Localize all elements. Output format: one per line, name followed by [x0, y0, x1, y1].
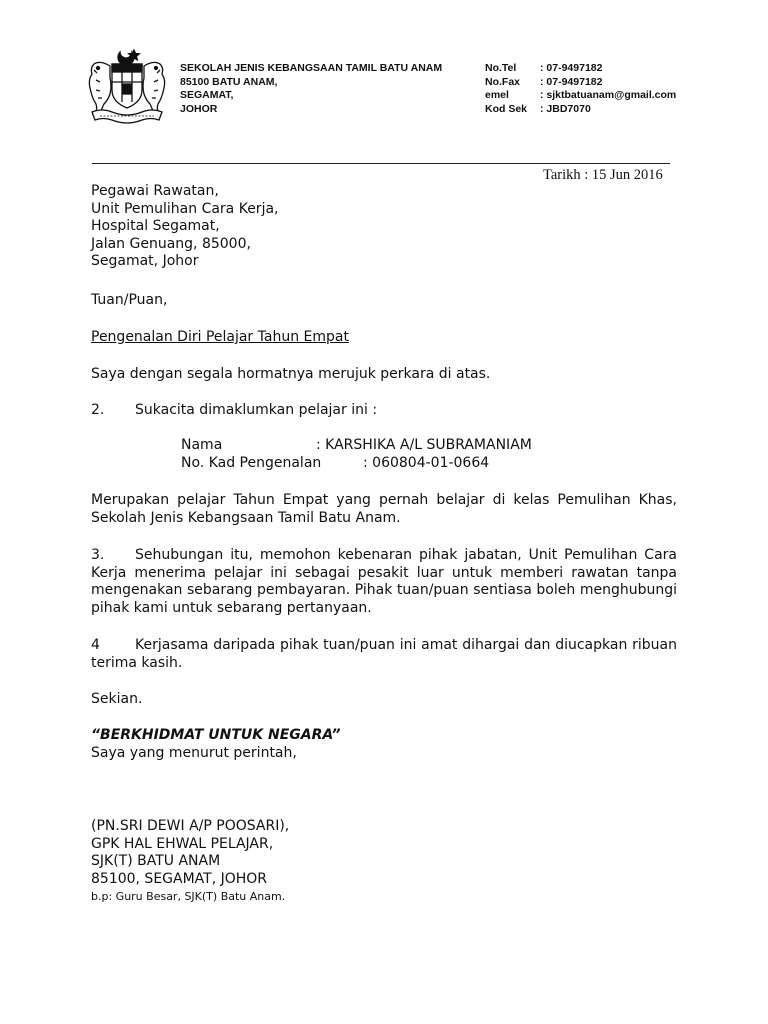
salutation: Tuan/Puan, — [91, 292, 168, 308]
school-name: SEKOLAH JENIS KEBANGSAAN TAMIL BATU ANAM — [180, 62, 443, 74]
recipient-address — [91, 183, 677, 271]
paragraph-number: 2. — [91, 402, 105, 418]
recipient-line: Segamat, Johor — [91, 253, 199, 270]
student-name-label: Nama — [181, 437, 223, 453]
letter-date: Tarikh : 15 Jun 2016 — [543, 167, 663, 183]
paragraph-number: 4 — [91, 637, 100, 653]
school-address-block — [180, 62, 442, 116]
contact-fax-value: : 07-9497182 — [540, 75, 603, 88]
signatory-line: (PN.SRI DEWI A/P POOSARI), — [91, 818, 290, 834]
paragraph-text: Kerjasama daripada pihak tuan/puan ini amat dihargai dan diucapkan ribuan terima kasih. — [91, 637, 677, 671]
coat-of-arms-logo — [84, 46, 170, 128]
motto: “BERKHIDMAT UNTUK NEGARA” — [91, 727, 341, 743]
header-divider — [92, 163, 670, 164]
student-ic-label: No. Kad Pengenalan — [181, 454, 322, 471]
paragraph-number: 3. — [91, 547, 105, 563]
paragraph-text: Sehubungan itu, memohon kebenaran pihak jabatan, Unit Pemulihan Cara Kerja menerima pelajar ini sebagai pesakit luar untuk memberi rawatan tanpa mengenakan sebarang pembayaran. Pihak tuan/puan sentiasa boleh menghubungi pihak kami untuk sebarang pertanyaan. — [91, 547, 677, 616]
paragraph-4 — [91, 637, 677, 672]
recipient-line: Unit Pemulihan Cara Kerja, — [91, 200, 279, 217]
paragraph-3 — [91, 547, 677, 617]
signatory-block — [91, 818, 677, 906]
contact-code-row — [485, 103, 676, 117]
school-state: JOHOR — [180, 102, 218, 115]
contact-tel-value: : 07-9497182 — [540, 62, 603, 74]
paragraph-text: Sukacita dimaklumkan pelajar ini : — [135, 402, 378, 418]
recipient-line: Pegawai Rawatan, — [91, 183, 219, 199]
bp-line: b.p: Guru Besar, SJK(T) Batu Anam. — [91, 890, 286, 904]
letter-subject: Pengenalan Diri Pelajar Tahun Empat — [91, 329, 349, 345]
contact-fax-label: No.Fax — [485, 75, 521, 88]
contact-fax-row — [485, 76, 676, 90]
school-postcode: 85100 BATU ANAM, — [180, 75, 278, 88]
contact-email-value: : sjktbatuanam@gmail.com — [540, 89, 677, 102]
contact-tel-row — [485, 62, 676, 76]
contact-code-value: : JBD7070 — [540, 102, 591, 115]
signatory-line: SJK(T) BATU ANAM — [91, 853, 221, 870]
recipient-line: Jalan Genuang, 85000, — [91, 235, 251, 252]
contact-email-row — [485, 89, 676, 103]
obedience-line: Saya yang menurut perintah, — [91, 745, 297, 761]
recipient-line: Hospital Segamat, — [91, 218, 220, 235]
paragraph-2 — [91, 402, 677, 420]
student-ic-value: : 060804-01-0664 — [363, 454, 490, 471]
signatory-line: 85100, SEGAMAT, JOHOR — [91, 870, 268, 887]
signatory-line: GPK HAL EHWAL PELAJAR, — [91, 835, 274, 852]
intro-paragraph: Saya dengan segala hormatnya merujuk perkara di atas. — [91, 366, 491, 382]
contact-email-label: emel — [485, 89, 509, 102]
closing: Sekian. — [91, 691, 143, 707]
contact-tel-label: No.Tel — [485, 62, 517, 74]
student-paragraph: Merupakan pelajar Tahun Empat yang pernah belajar di kelas Pemulihan Khas, Sekolah Jenis Kebangsaan Tamil Batu Anam. — [91, 492, 677, 526]
contact-code-label: Kod Sek — [485, 102, 528, 115]
school-contact-block — [485, 62, 676, 116]
student-name-value: : KARSHIKA A/L SUBRAMANIAM — [316, 437, 532, 453]
student-details — [181, 437, 661, 472]
school-town: SEGAMAT, — [180, 89, 234, 102]
